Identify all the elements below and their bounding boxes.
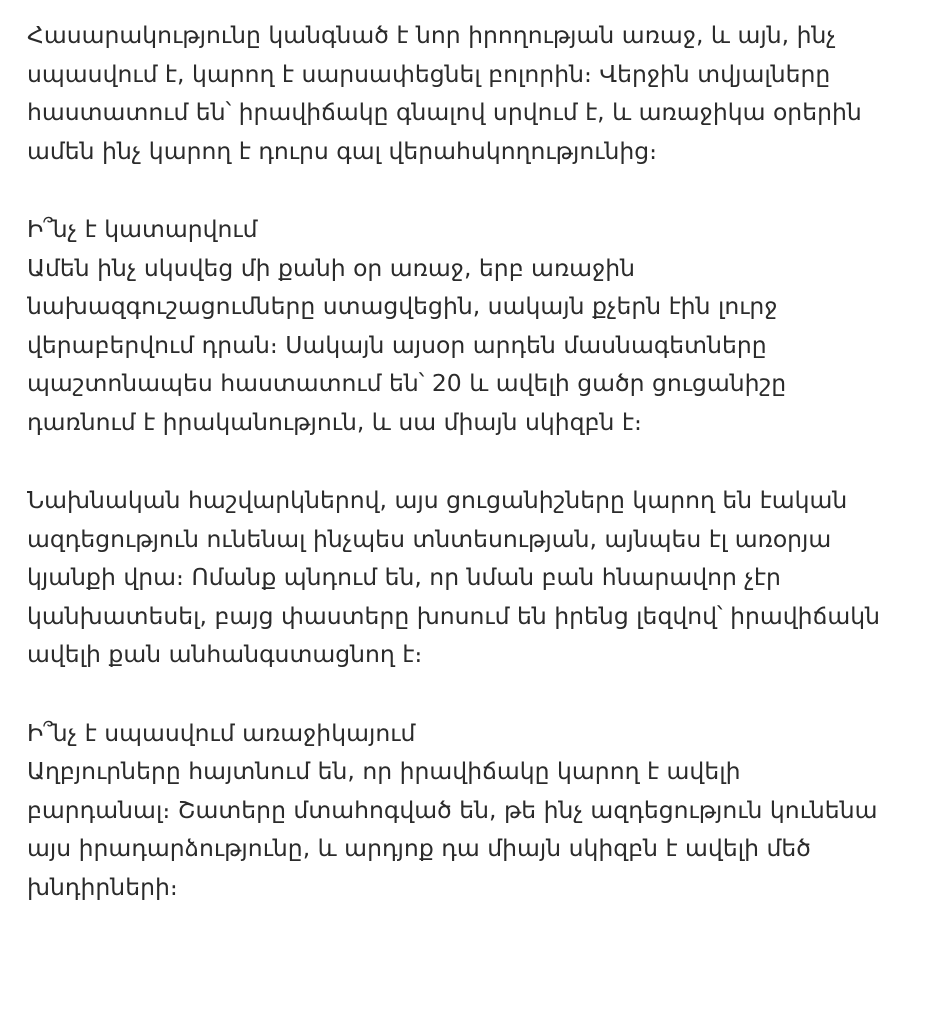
paragraph-line: նախազգուշացումները ստացվեցին, սակայն քչերն էին լուրջ	[27, 292, 778, 320]
what-happens-section	[27, 210, 912, 441]
paragraph-line: ազդեցություն ունենալ ինչպես տնտեսության, այնպես էլ առօրյա	[27, 524, 832, 553]
paragraph-line: ավելի քան անհանգստացնող է։	[27, 640, 423, 668]
paragraph-line: դառնում է իրականություն, և սա միայն սկիզբն է։	[27, 407, 642, 436]
paragraph-line: պաշտոնապես հաստատում են՝ 20 և ավելի ցածր ցուցանիշը	[27, 369, 787, 397]
paragraph-line: խնդիրների։	[27, 872, 178, 901]
paragraph-line: հաստատում են՝ իրավիճակը գնալով սրվում է, և առաջիկա օրերին	[27, 98, 862, 126]
paragraph-line: Հասարակությունը կանգնած է նոր իրողության առաջ, և այն, ինչ	[27, 21, 836, 49]
paragraph-line: կանխատեսել, բայց փաստերը խոսում են իրենց լեզվով՝ իրավիճակն	[27, 601, 881, 630]
paragraph-line: Ամեն ինչ սկսվեց մի քանի օր առաջ, երբ առաջին	[27, 253, 636, 282]
paragraph-line: այս իրադարձությունը, և արդյոք դա միայն սկիզբն է ավելի մեծ	[27, 834, 811, 862]
paragraph-line: Նախնական հաշվարկներով, այս ցուցանիշները կարող են էական	[27, 486, 848, 514]
paragraph-line: վերաբերվում դրան։ Սակայն այսօր արդեն մասնագետները	[27, 330, 767, 359]
paragraph-line: սպասվում է, կարող է սարսափեցնել բոլորին։ Վերջին տվյալները	[27, 59, 831, 88]
paragraph-line: կյանքի վրա։ Ոմանք պնդում են, որ նման բան հնարավոր չէր	[27, 563, 781, 591]
what-expected-section	[27, 714, 912, 907]
paragraph-line: ամեն ինչ կարող է դուրս գալ վերահսկողությունից։	[27, 136, 658, 165]
intro-paragraph	[27, 16, 912, 170]
paragraph-line: բարդանալ։ Շատերը մտահոգված են, թե ինչ ազդեցություն կունենա	[27, 795, 878, 824]
section-heading: Ի՞նչ է սպասվում առաջիկայում	[27, 718, 416, 747]
estimates-paragraph	[27, 481, 912, 674]
paragraph-line: Աղբյուրները հայտնում են, որ իրավիճակը կարող է ավելի	[27, 757, 741, 785]
section-heading: Ի՞նչ է կատարվում	[27, 215, 258, 243]
